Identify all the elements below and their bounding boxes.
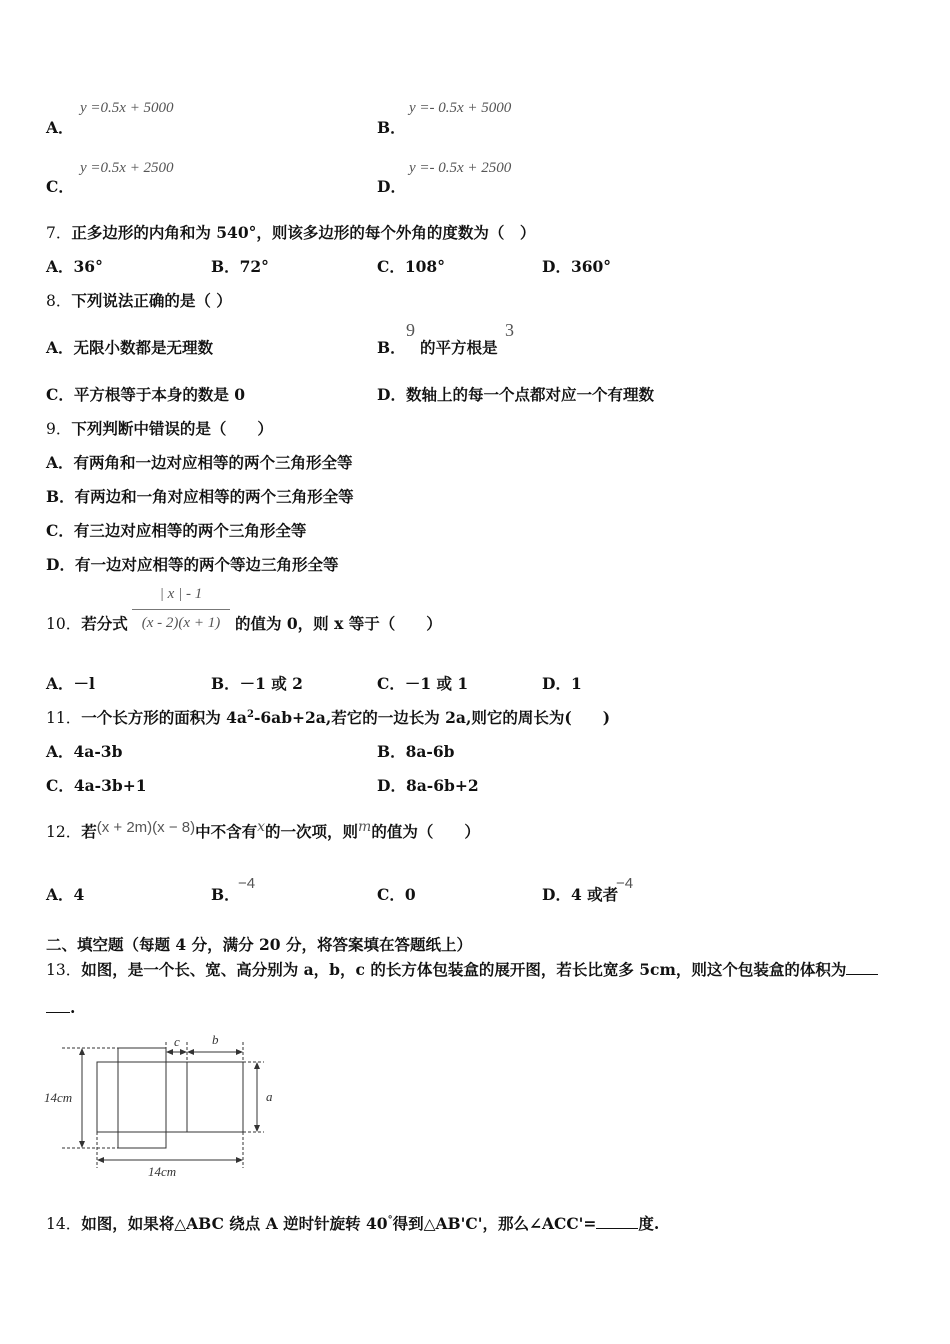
q6-option-d-equation: y =- 0.5x + 2500 [409, 160, 512, 176]
q7-number: 7． [46, 224, 72, 242]
q12-stem [46, 820, 480, 842]
q12-var-m: m [358, 819, 372, 835]
q12-mid1: 中不含有 [195, 822, 258, 841]
q10-numerator: | x | - 1 [159, 586, 203, 602]
net-vertical-strip [118, 1048, 166, 1148]
q13-number: 13． [46, 961, 82, 979]
q8-text: 下列说法正确的是（ ） [71, 291, 232, 310]
q10-fraction [132, 586, 230, 638]
q11-number: 11． [46, 709, 82, 727]
q7-option-c: C．108° [377, 257, 445, 276]
q9-option-b: B．有两边和一角对应相等的两个三角形全等 [46, 487, 354, 506]
q7-option-a: A．36° [46, 257, 103, 276]
fig-a-label: a [266, 1089, 273, 1104]
q7-stem [46, 221, 535, 243]
q12-var-x: x [257, 819, 266, 835]
q10-number: 10． [46, 615, 82, 633]
q12-option-d-value: −4 [616, 875, 634, 892]
arrow-right-bottom [254, 1125, 260, 1132]
arrow-c-right [180, 1049, 187, 1055]
q11-text-a: 一个长方形的面积为 4a [81, 708, 247, 727]
q14-number: 14． [46, 1215, 82, 1233]
q6-option-a-equation: y =0.5x + 5000 [80, 100, 174, 116]
q8-number: 8． [46, 292, 72, 310]
q10-option-b: B．－1 或 2 [211, 674, 303, 693]
q10-option-c: C．－1 或 1 [377, 674, 469, 693]
q7-option-b: B．72° [211, 257, 269, 276]
q13-answer-blank-part2 [46, 998, 70, 1013]
q11-stem [46, 706, 610, 728]
q6-option-a-label: A． [46, 118, 74, 137]
q9-option-d: D．有一边对应相等的两个等边三角形全等 [46, 555, 339, 574]
q6-option-d-label: D． [377, 177, 406, 196]
fig-bottom-label: 14cm [148, 1164, 177, 1179]
q12-option-b-value: −4 [238, 875, 256, 892]
q10-denominator: (x - 2)(x + 1) [141, 615, 221, 631]
arrow-bottom-right [236, 1157, 243, 1163]
q11-text-b: -6ab+2a,若它的一边长为 2a,则它的周长为( ) [253, 708, 611, 727]
q11-option-d: D．8a-6b+2 [377, 776, 479, 795]
q7-option-d: D．360° [542, 257, 612, 276]
q12-suffix: 的值为（ ） [371, 822, 480, 841]
q13-continuation [46, 998, 75, 1017]
fig-c-label: c [174, 1034, 180, 1049]
q10-fraction-bar [132, 609, 230, 610]
q9-option-c: C．有三边对应相等的两个三角形全等 [46, 521, 307, 540]
q11-exponent: 2 [246, 708, 254, 720]
arrow-b-left [187, 1049, 194, 1055]
q6-option-c-label: C． [46, 177, 74, 196]
q8-option-b-nine: 9 [406, 320, 415, 340]
q12-expression: (x + 2m)(x − 8) [96, 819, 196, 836]
q6-option-b-equation: y =- 0.5x + 5000 [409, 100, 512, 116]
q12-mid2: 的一次项，则 [265, 822, 359, 841]
fig-left-label: 14cm [44, 1090, 73, 1105]
net-horizontal-strip [97, 1062, 243, 1132]
arrow-c-left [166, 1049, 173, 1055]
q14-stem [46, 1212, 659, 1234]
arrow-b-right [236, 1049, 243, 1055]
q12-number: 12． [46, 823, 82, 841]
q14-answer-blank [596, 1214, 638, 1229]
q12-option-d-label: D．4 或者 [542, 885, 619, 904]
q14-text-a: 如图，如果将△ABC 绕点 A 逆时针旋转 40 [81, 1214, 388, 1233]
q13-end: . [70, 998, 76, 1017]
q6-option-c-equation: y =0.5x + 2500 [80, 160, 174, 176]
fig-b-label: b [212, 1032, 219, 1047]
q11-option-b: B．8a-6b [377, 742, 455, 761]
q6-option-b-label: B． [377, 118, 406, 137]
q13-box-net-figure [42, 1030, 292, 1180]
q13-text: 如图，是一个长、宽、高分别为 a，b，c 的长方体包装盒的展开图，若长比宽多 5cm，则这个包装盒的体积为 [81, 960, 847, 979]
q12-option-a: A．4 [46, 885, 85, 904]
arrow-bottom-left [97, 1157, 104, 1163]
q13-stem [46, 958, 878, 980]
q11-option-c: C．4a-3b+1 [46, 776, 147, 795]
q8-option-b-label: B． [377, 338, 406, 357]
q8-option-b-three: 3 [505, 320, 514, 340]
q10-option-a: A．－l [46, 674, 95, 693]
q9-stem [46, 417, 273, 439]
q12-option-b-label: B． [211, 885, 240, 904]
q12-option-c: C．0 [377, 885, 416, 904]
section-2-title: 二、填空题（每题 4 分，满分 20 分，将答案填在答题纸上） [46, 935, 472, 954]
q8-option-c: C．平方根等于本身的数是 0 [46, 385, 246, 404]
q12-prefix: 若 [81, 822, 97, 841]
q8-option-d: D．数轴上的每一个点都对应一个有理数 [377, 385, 654, 404]
q8-stem [46, 289, 232, 311]
q7-text: 正多边形的内角和为 540°，则该多边形的每个外角的度数为（ ） [71, 223, 536, 242]
arrow-left-bottom [79, 1141, 85, 1148]
q9-text: 下列判断中错误的是（ ） [71, 419, 273, 438]
q14-text-c: 度. [638, 1214, 660, 1233]
q14-degree: ° [387, 1214, 393, 1226]
q10-stem-prefix [46, 612, 128, 634]
q11-option-a: A．4a-3b [46, 742, 123, 761]
q10-option-d: D．1 [542, 674, 582, 693]
q9-number: 9． [46, 420, 72, 438]
q8-option-a: A．无限小数都是无理数 [46, 338, 214, 357]
arrow-left-top [79, 1048, 85, 1055]
q13-answer-blank-part1 [846, 960, 878, 975]
q8-option-b-text: 的平方根是 [420, 338, 498, 357]
q14-text-b: 得到△AB'C'，那么∠ACC'= [392, 1214, 597, 1233]
q10-suffix: 的值为 0，则 x 等于（ ） [235, 614, 442, 633]
q10-prefix-text: 若分式 [81, 614, 128, 633]
arrow-right-top [254, 1062, 260, 1069]
q9-option-a: A．有两角和一边对应相等的两个三角形全等 [46, 453, 353, 472]
